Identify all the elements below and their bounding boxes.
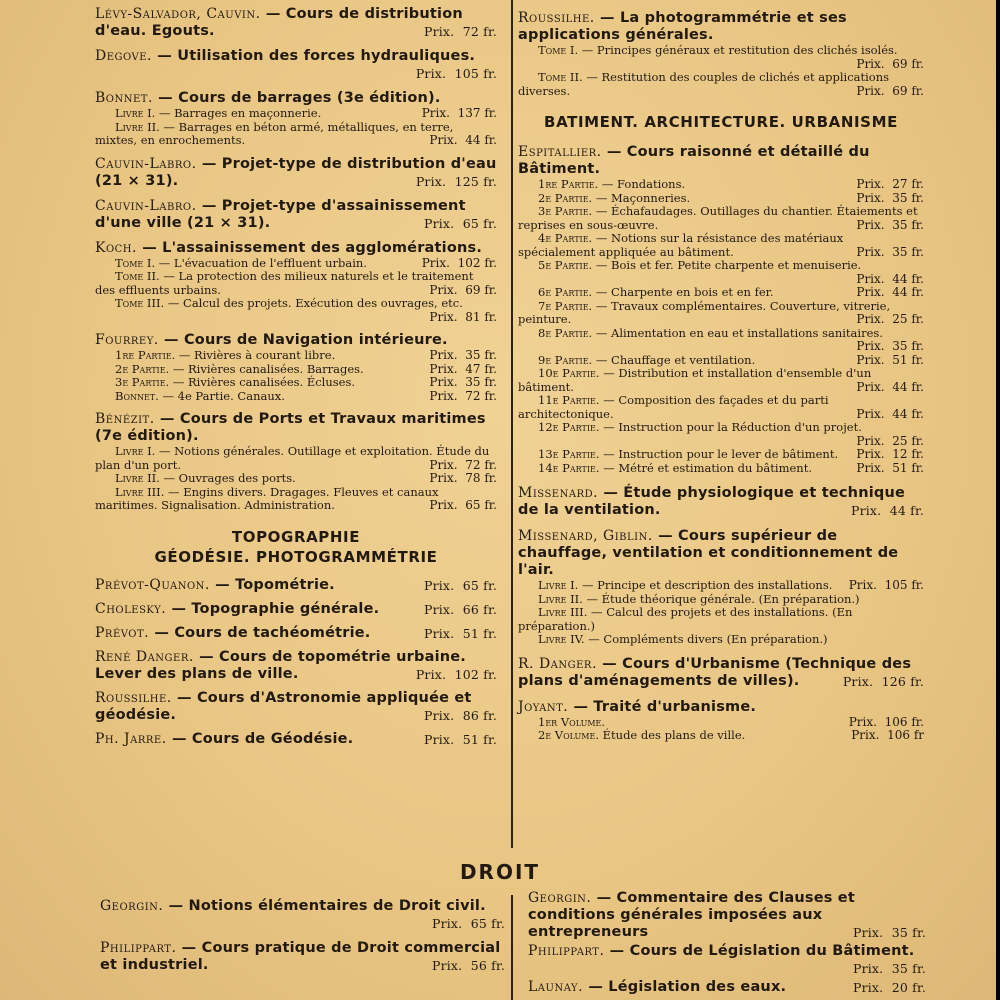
section-geodesie: GÉODÉSIE. PHOTOGRAMMÉTRIE <box>154 547 438 566</box>
subitem-label: Tome I. <box>115 255 156 270</box>
subitem-price: Prix. 35 fr. <box>856 190 924 205</box>
entry-author: Espitallier. <box>518 144 602 160</box>
entry-title: — Législation des eaux. <box>588 979 787 995</box>
subitem-text: — Étude théorique générale. (En préparation.) <box>586 591 860 606</box>
entry-title: — Traité d'urbanisme. <box>573 698 757 715</box>
subitem-price: Prix. 65 fr. <box>429 498 497 512</box>
entry-author: Joyant. <box>518 698 569 715</box>
subitem-label: 12e Partie. <box>538 420 600 434</box>
subitem-price: Prix. 35 fr. <box>429 348 497 362</box>
entry-heading <box>95 577 497 594</box>
entry-heading <box>100 898 505 931</box>
entry-author: René Danger. <box>95 648 194 665</box>
entry-author: Degove. <box>95 48 153 64</box>
entry-price: Prix. 20 fr. <box>852 980 926 995</box>
catalog-entry <box>95 411 497 513</box>
entry-author: Philippart. <box>528 943 605 959</box>
subitem-price: Prix. 69 fr. <box>429 282 497 297</box>
subitem-label: 9e Partie. <box>538 352 593 367</box>
subitem-text: — Rivières canalisées. Barrages. <box>172 361 364 376</box>
subitem-price: Prix. 35 fr. <box>856 244 924 259</box>
subitem-label: Tome III. <box>115 296 165 310</box>
catalog-entry <box>518 10 924 98</box>
entry-author: Lévy-Salvador, Cauvin. <box>95 6 261 22</box>
subitem-label: 11e Partie. <box>538 393 600 407</box>
entry-heading <box>95 649 497 683</box>
entry-title: — Cours pratique de Droit commercial et industriel. <box>100 940 501 973</box>
entry-title: — L'assainissement des agglomérations. <box>142 239 483 256</box>
entry-subitem <box>95 121 497 148</box>
subitem-price: Prix. 12 fr. <box>856 447 924 461</box>
left-column <box>95 6 497 755</box>
section-batiment: BATIMENT. ARCHITECTURE. URBANISME <box>544 113 898 131</box>
subitem-price: Prix. 47 fr. <box>429 361 497 376</box>
catalog-entry <box>95 649 497 683</box>
subitem-label: Tome I. <box>538 43 579 57</box>
subitem-text: — Engins divers. Dragages. Fleuves et canaux maritimes. Signalisation. Administration. <box>95 484 439 512</box>
entry-price: Prix. 86 fr. <box>423 707 497 723</box>
subitem-price: Prix. 25 fr. <box>856 312 924 326</box>
subitem-text: — Instruction pour le lever de bâtiment. <box>603 447 839 461</box>
entry-subitem <box>95 297 497 324</box>
entry-price: Prix. 125 fr. <box>415 173 497 189</box>
subitem-label: 3e Partie. <box>538 204 593 218</box>
entry-subitem <box>115 390 497 404</box>
entry-subitem <box>95 270 497 297</box>
entry-heading <box>518 656 924 690</box>
entry-heading <box>518 485 924 519</box>
entry-title: — La photogrammétrie et ses applications générales. <box>518 10 847 43</box>
subitem-text: — Fondations. <box>601 177 686 191</box>
entry-heading <box>518 528 924 579</box>
subitem-text: — Principes généraux et restitution des clichés isolés. <box>581 43 898 57</box>
entry-author: Prévot-Quanon. <box>95 576 210 593</box>
subitem-label: 1re Partie. <box>538 177 599 191</box>
entry-author: Georgin. <box>100 898 164 914</box>
catalog-entry <box>100 940 505 974</box>
catalog-entry <box>528 890 926 941</box>
entry-subitem <box>518 394 924 421</box>
entry-price: Prix. 66 fr. <box>423 601 497 617</box>
entry-price: Prix. 126 fr. <box>842 673 924 689</box>
catalog-entry <box>518 656 924 690</box>
subitem-text: — Bois et fer. Petite charpente et menuiserie. <box>595 258 862 272</box>
subitem-label: Bonnet. <box>115 388 159 403</box>
entry-author: Cholesky. <box>95 600 167 617</box>
catalog-entry <box>100 898 505 932</box>
subitem-label: Livre IV. <box>538 632 585 646</box>
subitem-text: — Alimentation en eau et installations sanitaires. <box>595 325 883 340</box>
subitem-text: — La protection des milieux naturels et le traitement des effluents urbains. <box>95 269 474 297</box>
entry-title: — Projet-type d'assainissement d'une ville (21 × 31). <box>95 197 466 231</box>
entry-heading <box>518 699 924 716</box>
entry-price: Prix. 51 fr. <box>423 731 497 747</box>
catalog-entry <box>95 240 497 325</box>
entry-author: Missenard. <box>518 485 599 501</box>
subitem-label: 2e Partie. <box>538 190 593 205</box>
entry-title: — Étude physiologique et technique de la ventilation. <box>518 485 906 518</box>
entry-subitem <box>518 300 924 327</box>
subitem-label: 4e Partie. <box>538 231 593 245</box>
subitem-text: — Métré et estimation du bâtiment. <box>603 460 812 475</box>
entry-heading <box>95 156 497 190</box>
entry-author: Bénézit. <box>95 411 155 427</box>
droit-right-column <box>528 890 926 998</box>
entry-subitem <box>518 367 924 394</box>
entry-heading <box>518 144 924 178</box>
entry-price: Prix. 35 fr. <box>852 925 926 940</box>
entry-subitem <box>115 472 497 486</box>
entry-subitem <box>95 445 497 472</box>
entry-heading <box>528 890 926 941</box>
entry-author: Roussilhe. <box>518 10 595 26</box>
subitem-label: 2e Partie. <box>115 361 170 376</box>
entry-subitem <box>538 579 924 593</box>
entry-title: — Cours de Géodésie. <box>171 730 354 747</box>
entry-title: — Projet-type de distribution d'eau (21 × 31). <box>95 155 497 189</box>
entry-subitem <box>115 376 497 390</box>
subitem-text: — Travaux complémentaires. Couverture, vitrerie, peinture. <box>518 298 891 326</box>
entry-price: Prix. 105 fr. <box>415 66 497 81</box>
entry-author: Launay. <box>528 979 584 995</box>
entry-author: Georgin. <box>528 890 592 906</box>
entry-subitem <box>538 729 924 743</box>
catalog-entry <box>95 332 497 403</box>
subitem-label: Livre II. <box>538 591 583 606</box>
page-edge <box>996 0 1000 1000</box>
catalog-entry <box>95 731 497 748</box>
entry-subitem <box>518 327 924 354</box>
entry-title: — Cours supérieur de chauffage, ventilation et conditionnement de l'air. <box>518 528 899 578</box>
entry-heading <box>95 6 497 40</box>
catalog-entry <box>528 943 926 977</box>
subitem-label: 13e Partie. <box>538 447 600 461</box>
catalog-entry <box>528 979 926 996</box>
catalog-entry <box>95 198 497 232</box>
entry-heading <box>95 625 497 642</box>
subitem-label: 5e Partie. <box>538 258 593 272</box>
catalog-entry <box>95 625 497 642</box>
entry-subitem <box>518 71 924 98</box>
entry-price: Prix. 65 fr. <box>423 577 497 593</box>
droit-left-column <box>100 898 505 982</box>
entry-author: Bonnet. <box>95 90 153 106</box>
entry-author: Koch. <box>95 239 137 256</box>
subitem-label: 7e Partie. <box>538 298 593 313</box>
entry-author: Missenard, Giblin. <box>518 528 653 544</box>
entry-subitem <box>538 421 924 448</box>
subitem-text: — Composition des façades et du parti architectonique. <box>518 393 829 421</box>
entry-subitem <box>115 349 497 363</box>
subitem-price: Prix. 69 fr. <box>856 56 924 71</box>
catalog-entry <box>95 6 497 40</box>
entry-heading <box>95 198 497 232</box>
subitem-price: Prix. 44 fr. <box>429 133 497 147</box>
entry-price: Prix. 56 fr. <box>431 958 505 973</box>
entry-subitem <box>95 486 497 513</box>
subitem-label: Livre I. <box>115 444 156 458</box>
subitem-text: — Calcul des projets. Exécution des ouvrages, etc. <box>167 296 463 310</box>
entry-author: Fourrey. <box>95 332 159 348</box>
entry-subitem <box>538 354 924 368</box>
subitem-label: 1er Volume. <box>538 714 606 729</box>
subitem-label: Tome II. <box>538 70 583 84</box>
entry-author: Cauvin-Labro. <box>95 197 197 214</box>
entry-subitem <box>115 363 497 377</box>
entry-subitem <box>538 462 924 476</box>
subitem-label: 2e Volume. <box>538 728 599 742</box>
subitem-price: Prix. 35 fr. <box>429 375 497 389</box>
entry-heading <box>518 10 924 44</box>
subitem-price: Prix. 137 fr. <box>421 106 497 120</box>
entry-title: — Cours d'Astronomie appliquée et géodésie. <box>95 689 472 723</box>
subitem-price: Prix. 78 fr. <box>429 471 497 485</box>
subitem-price: Prix. 44 fr. <box>856 406 924 421</box>
subitem-price: Prix. 69 fr. <box>856 83 924 98</box>
entry-title: — Cours de Navigation intérieure. <box>164 332 448 348</box>
entry-price: Prix. 102 fr. <box>415 666 497 682</box>
entry-title: — Topographie générale. <box>171 600 380 617</box>
entry-title: — Commentaire des Clauses et conditions générales imposées aux entrepreneurs <box>528 890 855 940</box>
entry-heading <box>95 411 497 445</box>
catalog-entry <box>95 90 497 148</box>
catalog-entry <box>518 144 924 475</box>
entry-title: — Cours de barrages (3e édition). <box>158 90 441 106</box>
entry-title: — Cours de tachéométrie. <box>154 624 371 641</box>
subitem-text: — Restitution des couples de clichés et applications diverses. <box>518 70 890 98</box>
subitem-text: — Principe et description des installations. <box>581 578 833 592</box>
subitem-text: — Maçonneries. <box>595 190 691 205</box>
entry-price: Prix. 72 fr. <box>423 24 497 39</box>
subitem-label: Tome II. <box>115 269 160 283</box>
entry-title: — Cours de distribution d'eau. Egouts. <box>95 6 463 39</box>
entry-author: Prévot. <box>95 624 150 641</box>
entry-author: Roussilhe. <box>95 689 172 706</box>
subitem-label: 3e Partie. <box>115 375 170 389</box>
subitem-text: — Barrages en béton armé, métalliques, en terre, mixtes, en enrochements. <box>95 119 454 147</box>
subitem-label: 10e Partie. <box>538 366 600 380</box>
entry-heading <box>95 48 497 81</box>
entry-price: Prix. 51 fr. <box>423 625 497 641</box>
catalog-entry <box>518 699 924 743</box>
subitem-label: 8e Partie. <box>538 325 593 340</box>
catalog-entry <box>95 690 497 724</box>
subitem-text: — Charpente en bois et en fer. <box>595 285 774 299</box>
subitem-label: 1re Partie. <box>115 348 176 362</box>
entry-heading <box>95 90 497 107</box>
entry-price: Prix. 44 fr. <box>850 503 924 518</box>
entry-heading <box>528 943 926 976</box>
subitem-label: Livre II. <box>115 119 160 134</box>
subitem-price: Prix. 72 fr. <box>429 457 497 472</box>
subitem-price: Prix. 106 fr. <box>848 714 924 729</box>
entry-title: — Cours de Ports et Travaux maritimes (7e édition). <box>95 411 486 444</box>
subitem-label: Livre III. <box>538 605 588 619</box>
entry-subitem <box>518 232 924 259</box>
entry-heading <box>95 690 497 724</box>
subitem-price: Prix. 25 fr. <box>856 433 924 448</box>
entry-price: Prix. 65 fr. <box>423 215 497 231</box>
subitem-label: Livre III. <box>115 484 165 499</box>
entry-price: Prix. 65 fr. <box>431 916 505 931</box>
entry-subitem <box>115 257 497 271</box>
entry-title: — Cours de topométrie urbaine. Lever des plans de ville. <box>95 648 467 682</box>
subitem-price: Prix. 44 fr. <box>856 285 924 299</box>
catalog-entry <box>95 601 497 618</box>
subitem-text: — Ouvrages des ports. <box>163 471 296 485</box>
subitem-text: — Chauffage et ventilation. <box>595 352 756 367</box>
subitem-price: Prix. 102 fr. <box>421 255 497 270</box>
entry-heading <box>100 940 505 974</box>
subitem-label: 6e Partie. <box>538 285 593 299</box>
droit-column-divider <box>511 895 513 1000</box>
subitem-price: Prix. 27 fr. <box>856 177 924 191</box>
entry-heading <box>95 731 497 748</box>
section-topographie: TOPOGRAPHIE <box>231 527 361 546</box>
column-divider <box>511 0 513 848</box>
entry-subitem <box>538 716 924 730</box>
entry-title: — Cours d'Urbanisme (Technique des plans d'aménagements de villes). <box>518 655 912 689</box>
subitem-price: Prix. 72 fr. <box>429 388 497 403</box>
subitem-text: — Notions générales. Outillage et exploitation. Étude du plan d'un port. <box>95 444 490 472</box>
subitem-label: Livre II. <box>115 471 160 485</box>
subitem-text: — 4e Partie. Canaux. <box>162 388 285 403</box>
entry-subitem <box>115 107 497 121</box>
entry-author: Ph. Jarre. <box>95 730 167 747</box>
subitem-price: Prix. 44 fr. <box>856 271 924 286</box>
catalog-entry <box>95 577 497 594</box>
subitem-text: — L'évacuation de l'effluent urbain. <box>158 255 367 270</box>
entry-subitem <box>538 448 924 462</box>
entry-author: Cauvin-Labro. <box>95 155 197 172</box>
subitem-price: Prix. 35 fr. <box>856 339 924 353</box>
subitem-price: Prix. 44 fr. <box>856 379 924 394</box>
subitem-text: — Échafaudages. Outillages du chantier. Étaiements et reprises en sous-œuvre. <box>518 204 918 232</box>
catalog-entry <box>95 156 497 190</box>
entry-subitem <box>538 178 924 192</box>
entry-subitem <box>518 606 924 633</box>
entry-title: — Topométrie. <box>215 576 335 593</box>
subitem-price: Prix. 105 fr. <box>848 578 924 592</box>
entry-subitem <box>538 593 924 607</box>
catalog-entry <box>95 48 497 82</box>
entry-title: — Utilisation des forces hydrauliques. <box>157 48 476 64</box>
entry-subitem <box>538 286 924 300</box>
entry-title: — Notions élémentaires de Droit civil. <box>168 898 486 914</box>
subitem-label: 14e Partie. <box>538 460 600 475</box>
catalog-entry <box>518 485 924 519</box>
right-column <box>518 10 924 752</box>
catalog-entry <box>518 528 924 647</box>
entry-subitem <box>538 259 924 286</box>
subitem-text: — Distribution et installation d'ensemble d'un bâtiment. <box>518 366 872 394</box>
subitem-label: Livre I. <box>115 106 156 120</box>
entry-price: Prix. 35 fr. <box>852 961 926 976</box>
subitem-text: Étude des plans de ville. <box>602 728 746 742</box>
entry-heading <box>528 979 926 996</box>
entry-heading <box>95 240 497 257</box>
subitem-price: Prix. 51 fr. <box>856 460 924 475</box>
entry-heading <box>95 601 497 618</box>
section-droit: DROIT <box>459 860 541 884</box>
subitem-price: Prix. 35 fr. <box>856 217 924 232</box>
entry-title: — Cours de Législation du Bâtiment. <box>609 943 915 959</box>
subitem-text: — Calcul des projets et des installations. (En préparation.) <box>518 605 853 633</box>
entry-heading <box>95 332 497 349</box>
subitem-price: Prix. 106 fr <box>851 728 924 742</box>
entry-subitem <box>518 44 924 71</box>
subitem-price: Prix. 81 fr. <box>429 309 497 324</box>
entry-subitem <box>538 633 924 647</box>
subitem-price: Prix. 51 fr. <box>856 352 924 367</box>
subitem-text: — Rivières canalisées. Écluses. <box>172 375 356 389</box>
entry-author: R. Danger. <box>518 655 597 672</box>
subitem-label: Livre I. <box>538 578 579 592</box>
subitem-text: — Compléments divers (En préparation.) <box>588 632 828 646</box>
subitem-text: — Barrages en maçonnerie. <box>158 106 322 120</box>
entry-author: Philippart. <box>100 940 177 956</box>
subitem-text: — Notions sur la résistance des matériaux spécialement appliquée au bâtiment. <box>518 231 844 259</box>
subitem-text: — Rivières à courant libre. <box>178 348 336 362</box>
entry-subitem <box>518 205 924 232</box>
entry-subitem <box>538 192 924 206</box>
subitem-text: — Instruction pour la Réduction d'un projet. <box>603 420 862 434</box>
entry-title: — Cours raisonné et détaillé du Bâtiment. <box>518 144 870 177</box>
